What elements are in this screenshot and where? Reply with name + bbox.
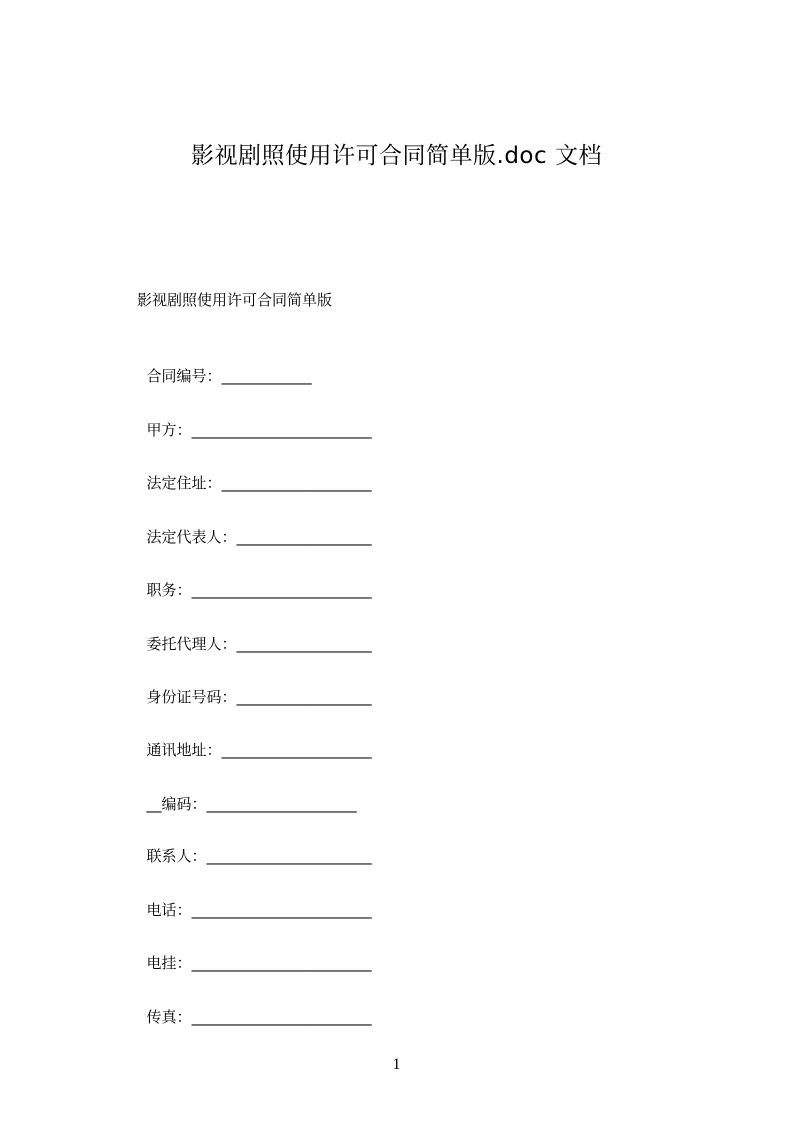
- field-blank-line: ____________________: [221, 741, 372, 759]
- field-label: 法定代表人：: [146, 528, 237, 546]
- legal-address-field: [137, 450, 372, 494]
- contract-heading: 影视剧照使用许可合同简单版: [137, 291, 333, 309]
- authorized-agent-field: [137, 611, 372, 655]
- field-label: 电话：: [146, 901, 192, 919]
- party-a-field: [137, 397, 372, 441]
- field-label: 联系人：: [146, 847, 207, 865]
- mailing-address-field: [137, 717, 372, 761]
- field-label: 甲方：: [146, 421, 192, 439]
- contract-number-field: [137, 343, 312, 387]
- field-blank-line: ______________________: [206, 847, 372, 865]
- fax-field: [137, 984, 372, 1028]
- legal-representative-field: [137, 504, 372, 548]
- field-blank-line: ________________________: [191, 954, 372, 972]
- field-label: __编码：: [146, 795, 207, 813]
- field-label: 职务：: [146, 581, 192, 599]
- field-label: 合同编号：: [146, 367, 222, 385]
- position-field: [137, 557, 372, 601]
- field-label: 委托代理人：: [146, 635, 237, 653]
- telegraph-field: [137, 930, 372, 974]
- field-label: 身份证号码：: [146, 688, 237, 706]
- postal-code-field: [137, 771, 357, 815]
- field-blank-line: ____________________: [206, 795, 357, 813]
- field-blank-line: ____________________: [221, 474, 372, 492]
- field-blank-line: __________________: [236, 688, 372, 706]
- field-blank-line: ________________________: [191, 1008, 372, 1026]
- field-label: 法定住址：: [146, 474, 222, 492]
- field-blank-line: ________________________: [191, 901, 372, 919]
- field-label: 电挂：: [146, 954, 192, 972]
- field-label: 传真：: [146, 1008, 192, 1026]
- contact-person-field: [137, 823, 372, 867]
- document-title: 影视剧照使用许可合同简单版.doc 文档: [191, 143, 602, 169]
- field-blank-line: ________________________: [191, 581, 372, 599]
- page-number: 1: [392, 1056, 401, 1073]
- id-number-field: [137, 664, 372, 708]
- field-blank-line: ____________: [221, 367, 312, 385]
- field-blank-line: __________________: [236, 528, 372, 546]
- field-blank-line: __________________: [236, 635, 372, 653]
- field-label: 通讯地址：: [146, 741, 222, 759]
- telephone-field: [137, 877, 372, 921]
- field-blank-line: ________________________: [191, 421, 372, 439]
